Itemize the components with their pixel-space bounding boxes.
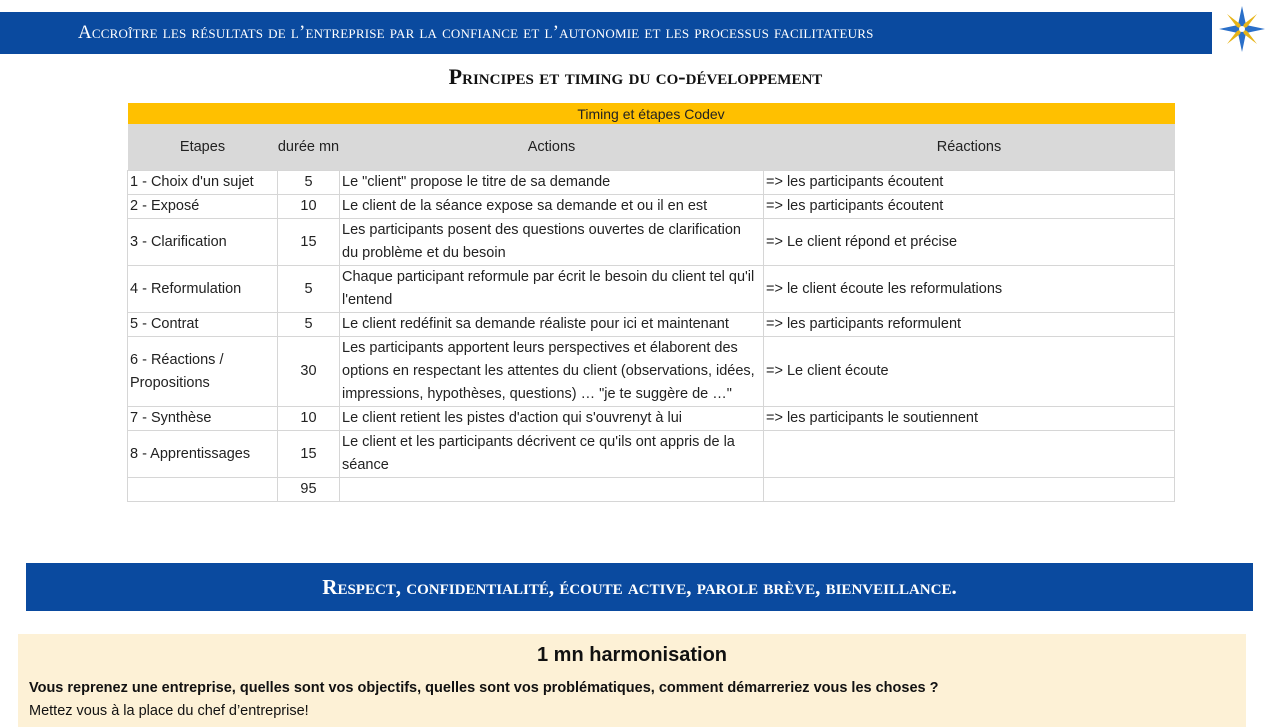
action-cell: Le client et les participants décrivent ce qu'ils ont appris de la séance — [340, 431, 764, 478]
page-title: Accroître les résultats de l’entreprise par la confiance et l’autonomie et les processus facilitateurs — [78, 22, 874, 43]
table-row — [128, 195, 1175, 219]
total-empty-cell — [764, 478, 1175, 502]
table-row — [128, 407, 1175, 431]
step-cell: 2 - Exposé — [128, 195, 278, 219]
table-row — [128, 313, 1175, 337]
step-cell: 1 - Choix d'un sujet — [128, 171, 278, 195]
header-reactions: Réactions — [764, 124, 1175, 171]
step-cell: 3 - Clarification — [128, 219, 278, 266]
step-cell: 7 - Synthèse — [128, 407, 278, 431]
table-caption: Timing et étapes Codev — [128, 103, 1175, 124]
total-empty-cell — [128, 478, 278, 502]
table-row — [128, 266, 1175, 313]
exercise-instruction: Mettez vous à la place du chef d’entreprise! — [29, 703, 309, 719]
duration-cell: 5 — [278, 171, 340, 195]
step-cell: 5 - Contrat — [128, 313, 278, 337]
action-cell: Le client de la séance expose sa demande et ou il en est — [340, 195, 764, 219]
action-cell: Le "client" propose le titre de sa demande — [340, 171, 764, 195]
values-text: Respect, confidentialité, écoute active, parole brève, bienveillance. — [322, 574, 957, 599]
total-row — [128, 478, 1175, 502]
action-cell: Les participants apportent leurs perspectives et élaborent des options en respectant les attentes du client (observations, idées, impressions, hypothèses, questions) … "je te suggère de …" — [340, 337, 764, 407]
table-row — [128, 431, 1175, 478]
duration-cell: 10 — [278, 407, 340, 431]
reaction-cell: => les participants reformulent — [764, 313, 1175, 337]
exercise-title: 1 mn harmonisation — [536, 644, 728, 666]
reaction-cell: => les participants écoutent — [764, 195, 1175, 219]
reaction-cell: => les participants écoutent — [764, 171, 1175, 195]
codev-table — [127, 103, 1174, 502]
header-etapes: Etapes — [128, 124, 278, 171]
step-cell: 6 - Réactions / Propositions — [128, 337, 278, 407]
action-cell: Le client redéfinit sa demande réaliste pour ici et maintenant — [340, 313, 764, 337]
duration-cell: 15 — [278, 219, 340, 266]
duration-cell: 5 — [278, 266, 340, 313]
step-cell: 8 - Apprentissages — [128, 431, 278, 478]
exercise-question: Vous reprenez une entreprise, quelles sont vos objectifs, quelles sont vos problématiques, comment démarreriez vous les choses ? — [29, 680, 939, 696]
step-cell: 4 - Reformulation — [128, 266, 278, 313]
action-cell: Les participants posent des questions ouvertes de clarification du problème et du besoin — [340, 219, 764, 266]
header-duree: durée mn — [278, 124, 340, 171]
reaction-cell: => le client écoute les reformulations — [764, 266, 1175, 313]
duration-cell: 10 — [278, 195, 340, 219]
action-cell: Chaque participant reformule par écrit le besoin du client tel qu'il l'entend — [340, 266, 764, 313]
table-row — [128, 337, 1175, 407]
title-banner — [0, 12, 1212, 54]
reaction-cell: => les participants le soutiennent — [764, 407, 1175, 431]
duration-cell: 30 — [278, 337, 340, 407]
section-subtitle: Principes et timing du co-développement — [448, 64, 823, 89]
compass-star-icon — [1216, 4, 1268, 54]
total-empty-cell — [340, 478, 764, 502]
reaction-cell — [764, 431, 1175, 478]
values-band — [26, 563, 1253, 611]
table-row — [128, 219, 1175, 266]
reaction-cell: => Le client répond et précise — [764, 219, 1175, 266]
exercise-box — [18, 634, 1246, 727]
duration-cell: 15 — [278, 431, 340, 478]
total-duration-cell: 95 — [278, 478, 340, 502]
duration-cell: 5 — [278, 313, 340, 337]
table-row — [128, 171, 1175, 195]
action-cell: Le client retient les pistes d'action qui s'ouvrenyt à lui — [340, 407, 764, 431]
header-actions: Actions — [340, 124, 764, 171]
reaction-cell: => Le client écoute — [764, 337, 1175, 407]
